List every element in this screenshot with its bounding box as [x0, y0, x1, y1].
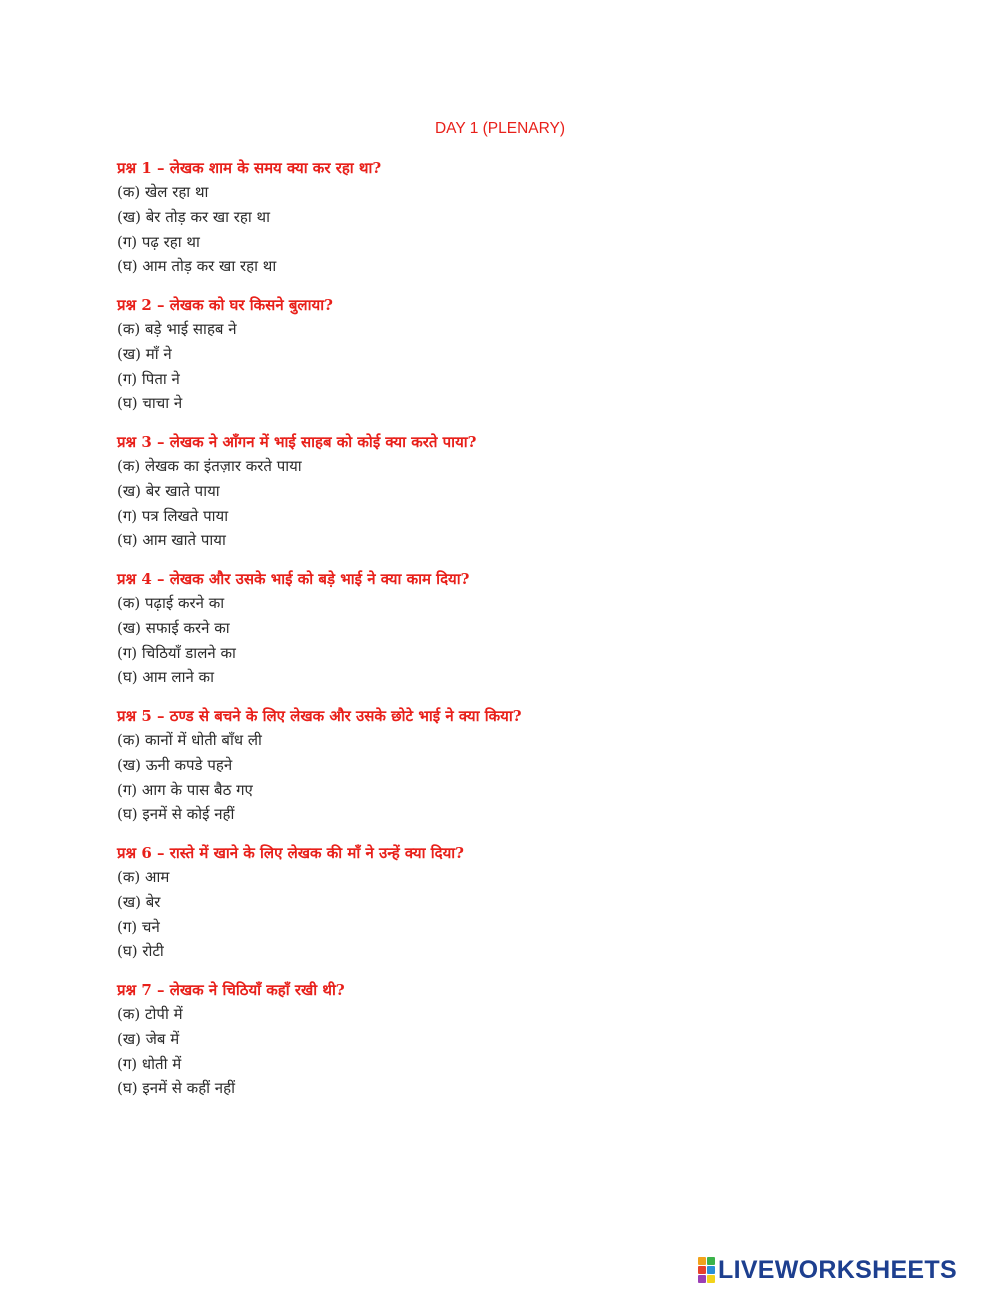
answer-option[interactable]: (ख) ऊनी कपडे पहने — [117, 755, 233, 774]
liveworksheets-logo — [698, 1255, 957, 1285]
answer-option[interactable]: (क) लेखक का इंतज़ार करते पाया — [117, 457, 302, 475]
answer-option[interactable]: (ख) जेब में — [117, 1029, 180, 1048]
answer-option[interactable]: (ग) आग के पास बैठ गए — [117, 780, 253, 799]
answer-option[interactable]: (क) पढ़ाई करने का — [117, 594, 225, 612]
answer-option[interactable]: (क) बड़े भाई साहब ने — [117, 320, 237, 338]
answer-option[interactable]: (ग) पत्र लिखते पाया — [117, 506, 229, 525]
answer-option[interactable]: (घ) आम खाते पाया — [117, 531, 226, 550]
question-text: प्रश्न 1 – लेखक शाम के समय क्या कर रहा था? — [117, 159, 382, 177]
answer-option[interactable]: (क) कानों में धोती बाँध ली — [117, 731, 262, 749]
answer-option[interactable]: (क) खेल रहा था — [117, 183, 209, 201]
answer-option[interactable]: (घ) आम तोड़ कर खा रहा था — [117, 257, 277, 276]
question-block — [117, 156, 917, 293]
answer-option[interactable]: (क) टोपी में — [117, 1005, 183, 1023]
question-list — [117, 156, 917, 1115]
question-block — [117, 841, 917, 978]
question-text: प्रश्न 6 – रास्ते में खाने के लिए लेखक की माँ ने उन्हें क्या दिया? — [117, 844, 464, 862]
answer-option[interactable]: (घ) इनमें से कहीं नहीं — [117, 1079, 235, 1098]
brand-name: LIVEWORKSHEETS — [718, 1255, 957, 1284]
question-block — [117, 567, 917, 704]
question-text: प्रश्न 7 – लेखक ने चिठियाँ कहाँ रखी थी? — [117, 981, 345, 999]
question-block — [117, 293, 917, 430]
answer-option[interactable]: (ख) सफाई करने का — [117, 618, 230, 637]
question-block — [117, 430, 917, 567]
answer-option[interactable]: (ख) माँ ने — [117, 344, 172, 363]
answer-option[interactable]: (ख) बेर खाते पाया — [117, 481, 220, 500]
answer-option[interactable]: (घ) इनमें से कोई नहीं — [117, 805, 235, 824]
liveworksheets-logo-icon — [698, 1257, 715, 1283]
question-text: प्रश्न 2 – लेखक को घर किसने बुलाया? — [117, 296, 333, 314]
answer-option[interactable]: (ख) बेर तोड़ कर खा रहा था — [117, 207, 271, 226]
question-block — [117, 704, 917, 841]
page-title: DAY 1 (PLENARY) — [434, 120, 566, 137]
question-text: प्रश्न 3 – लेखक ने आँगन में भाई साहब को कोई क्या करते पाया? — [117, 433, 477, 451]
answer-option[interactable]: (ख) बेर — [117, 892, 161, 911]
question-text: प्रश्न 5 – ठण्ड से बचने के लिए लेखक और उसके छोटे भाई ने क्या किया? — [117, 707, 522, 725]
answer-option[interactable]: (घ) चाचा ने — [117, 394, 183, 413]
answer-option[interactable]: (ग) धोती में — [117, 1054, 182, 1073]
answer-option[interactable]: (घ) आम लाने का — [117, 668, 214, 687]
question-text: प्रश्न 4 – लेखक और उसके भाई को बड़े भाई ने क्या काम दिया? — [117, 570, 470, 588]
answer-option[interactable]: (ग) पढ़ रहा था — [117, 232, 200, 251]
answer-option[interactable]: (क) आम — [117, 868, 170, 886]
answer-option[interactable]: (ग) पिता ने — [117, 369, 180, 388]
answer-option[interactable]: (ग) चने — [117, 917, 160, 936]
question-block — [117, 978, 917, 1115]
answer-option[interactable]: (घ) रोटी — [117, 942, 164, 961]
answer-option[interactable]: (ग) चिठियाँ डालने का — [117, 643, 236, 662]
